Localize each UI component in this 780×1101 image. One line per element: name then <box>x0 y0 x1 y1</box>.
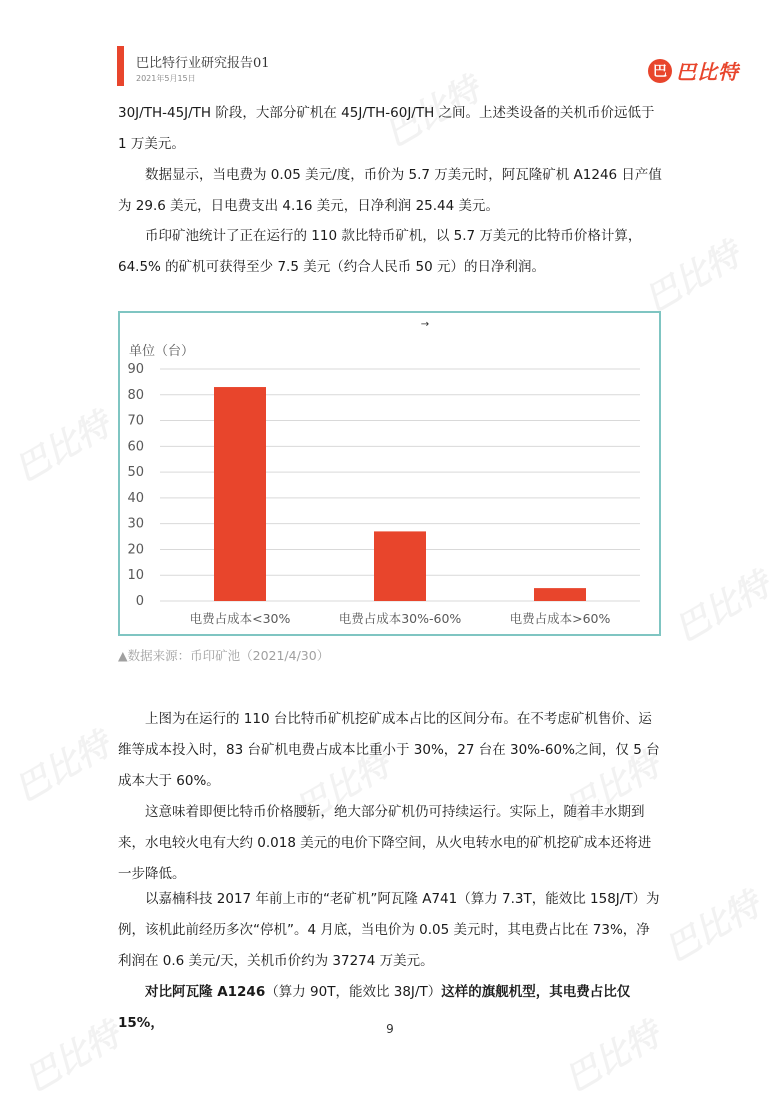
y-tick-label: 60 <box>127 439 144 455</box>
watermark: 巴比特 <box>558 744 667 831</box>
paragraph-3: 币印矿池统计了正在运行的 110 款比特币矿机，以 5.7 万美元的比特币价格计算，64.5% 的矿机可获得至少 7.5 美元（约合人民币 50 元）的日净利润。 <box>118 228 642 275</box>
watermark: 巴比特 <box>558 1014 667 1101</box>
paragraph-7-bold-a: 对比阿瓦隆 A1246 <box>145 984 266 1000</box>
watermark: 巴比特 <box>8 404 117 491</box>
watermark: 巴比特 <box>668 564 777 651</box>
header-accent-bar <box>117 46 124 86</box>
y-tick-label: 20 <box>127 542 144 558</box>
y-tick-label: 30 <box>127 516 144 532</box>
logo-wordmark: 巴比特 <box>676 60 739 84</box>
x-tick-label: 电费占成本>60% <box>509 611 611 626</box>
watermark: 巴比特 <box>378 69 487 156</box>
paragraph-2: 数据显示，当电费为 0.05 美元/度，币价为 5.7 万美元时，阿瓦隆矿机 A1246 日产值为 29.6 美元，日电费支出 4.16 美元，日净利润 25.44 美元。 <box>118 167 662 214</box>
bar <box>374 531 426 601</box>
page-number: 9 <box>386 1022 394 1036</box>
report-date: 2021年5月15日 <box>136 74 196 83</box>
watermark: 巴比特 <box>8 724 117 811</box>
paragraph-7-normal: （算力 90T，能效比 38J/T） <box>265 984 442 1000</box>
watermark: 巴比特 <box>18 1014 127 1101</box>
logo-icon: 巴 <box>648 59 672 83</box>
y-tick-label: 40 <box>127 490 144 506</box>
watermark: 巴比特 <box>288 744 397 831</box>
y-tick-label: 80 <box>127 387 144 403</box>
bar <box>214 387 266 601</box>
x-tick-label: 电费占成本30%-60% <box>338 611 462 626</box>
source-note: ▲数据来源：币印矿池（2021/4/30） <box>118 648 330 663</box>
y-tick-label: 0 <box>135 594 144 609</box>
chart-canvas <box>120 313 659 634</box>
y-axis-label: 单位（台） <box>129 344 195 359</box>
chart-marker: → <box>420 319 430 330</box>
brand-logo <box>648 56 739 85</box>
paragraph-1: 30J/TH-45J/TH 阶段，大部分矿机在 45J/TH-60J/TH 之间。上述类设备的关机币价远低于 1 万美元。 <box>118 105 655 152</box>
paragraph-7-bold-b: 这样的旗舰机型，其电费占比仅 15%， <box>118 984 631 1031</box>
y-tick-label: 70 <box>127 413 144 429</box>
x-tick-label: 电费占成本<30% <box>189 611 291 626</box>
paragraph-4: 上图为在运行的 110 台比特币矿机挖矿成本占比的区间分布。在不考虑矿机售价、运维等成本投入时，83 台矿机电费占成本比重小于 30%，27 台在 30%-60%之间，仅 5 台成本大于 60%。 <box>118 711 660 789</box>
y-tick-label: 10 <box>127 568 144 584</box>
watermark: 巴比特 <box>638 234 747 321</box>
paragraph-6: 以嘉楠科技 2017 年前上市的“老矿机”阿瓦隆 A741（算力 7.3T，能效比 158J/T）为例，该机此前经历多次“停机”。4 月底，当电价为 0.05 美元时，其电费占比在 73%，净利润在 0.6 美元/天，关机币价约为 37274 万美元。 <box>118 891 660 969</box>
paragraph-5: 这意味着即便比特币价格腰斩，绝大部分矿机仍可持续运行。实际上，随着丰水期到来，水电较火电有大约 0.018 美元的电价下降空间，从火电转水电的矿机挖矿成本还将进一步降低。 <box>118 804 652 882</box>
y-tick-label: 90 <box>127 362 144 377</box>
y-tick-label: 50 <box>127 465 144 481</box>
bar-chart <box>118 311 661 636</box>
watermark: 巴比特 <box>658 884 767 971</box>
report-title: 巴比特行业研究报告01 <box>136 56 270 71</box>
bar <box>534 588 586 601</box>
